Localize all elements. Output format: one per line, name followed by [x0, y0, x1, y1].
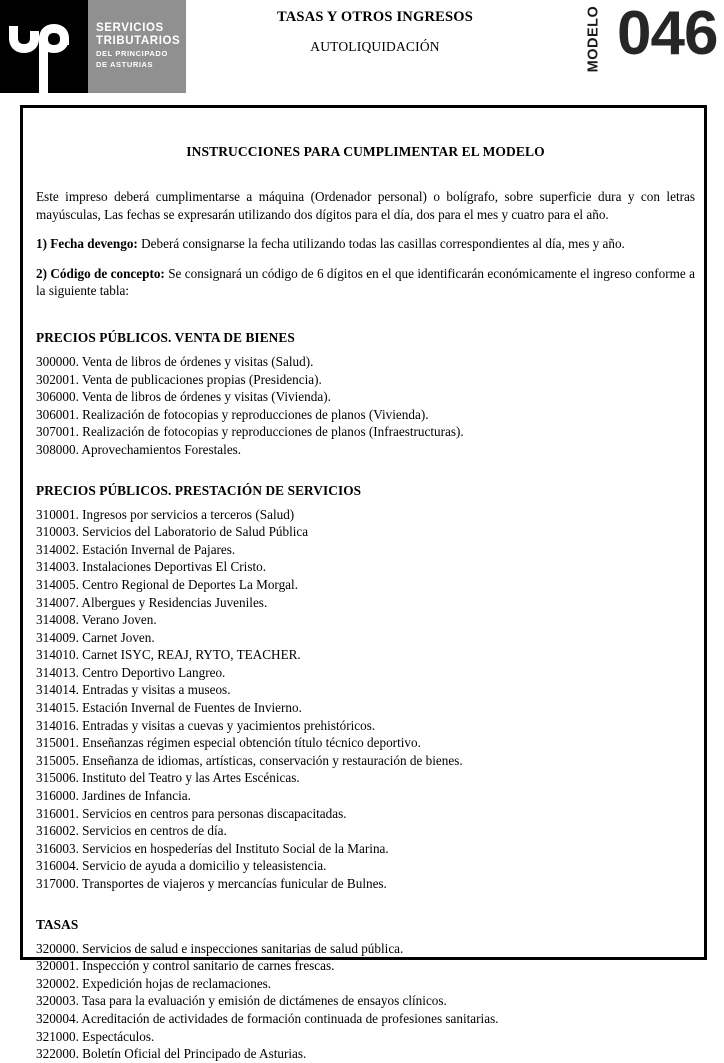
- document-header: [0, 0, 724, 95]
- code-list-item: 307001. Realización de fotocopias y reproducciones de planos (Infraestructuras).: [36, 424, 464, 440]
- instructions-content: [36, 108, 695, 1063]
- code-list: [36, 353, 695, 459]
- code-list-item: 314016. Entradas y visitas a cuevas y yacimientos prehistóricos.: [36, 717, 376, 733]
- code-list-item: 316003. Servicios en hospederías del Instituto Social de la Marina.: [36, 840, 389, 856]
- code-list-item: 308000. Aprovechamientos Forestales.: [36, 441, 242, 457]
- code-list-item: 320003. Tasa para la evaluación y emisión de dictámenes de ensayos clínicos.: [36, 993, 447, 1009]
- instruction-item-1: [36, 235, 695, 253]
- instruction-item-2-label: 2) Código de concepto:: [36, 265, 165, 281]
- code-list-item: 310001. Ingresos por servicios a terceros (Salud): [36, 506, 295, 522]
- code-list-item: 306001. Realización de fotocopias y reproducciones de planos (Vivienda).: [36, 406, 429, 422]
- modelo-label-text: MODELO: [584, 5, 601, 73]
- instruction-item-1-label: 1) Fecha devengo:: [36, 236, 138, 252]
- asturias-staff-icon: [8, 12, 80, 93]
- code-list-item: 320002. Expedición hojas de reclamaciones.: [36, 975, 272, 991]
- code-list-item: 320004. Acreditación de actividades de formación continuada de profesiones sanitarias.: [36, 1010, 499, 1026]
- section-heading: TASAS: [36, 916, 79, 932]
- header-title-primary: TASAS Y OTROS INGRESOS: [276, 9, 474, 25]
- code-list-item: 316002. Servicios en centros de día.: [36, 823, 227, 839]
- header-title-secondary: AUTOLIQUIDACIÓN: [310, 39, 440, 54]
- code-list-item: 314013. Centro Deportivo Langreo.: [36, 664, 226, 680]
- logo-text-panel: [88, 0, 186, 93]
- code-list-item: 316001. Servicios en centros para personas discapacitadas.: [36, 805, 347, 821]
- logo-line-servicios: SERVICIOS: [96, 22, 164, 34]
- code-list-item: 320001. Inspección y control sanitario de carnes frescas.: [36, 958, 335, 974]
- code-list-item: 300000. Venta de libros de órdenes y visitas (Salud).: [36, 353, 314, 369]
- logo-line-tributarios: TRIBUTARIOS: [96, 35, 181, 47]
- code-list-item: 317000. Transportes de viajeros y mercancías funicular de Bulnes.: [36, 876, 387, 891]
- code-list-item: 314008. Verano Joven.: [36, 612, 157, 628]
- instruction-item-2-text: Se consignará un código de 6 dígitos en el que identificarán económicamente el ingreso conforme a la siguiente tabla:: [36, 265, 695, 299]
- instruction-item-1-text: Deberá consignarse la fecha utilizando todas las casillas correspondientes al día, mes y año.: [137, 236, 625, 252]
- logo-line-principado: DEL PRINCIPADO: [96, 49, 168, 58]
- logo-line-asturias: DE ASTURIAS: [96, 60, 154, 69]
- code-list-item: 302001. Venta de publicaciones propias (Presidencia).: [36, 371, 322, 387]
- code-list-item: 316004. Servicio de ayuda a domicilio y teleasistencia.: [36, 858, 327, 874]
- code-list-item: 306000. Venta de libros de órdenes y visitas (Vivienda).: [36, 389, 331, 405]
- code-list: [36, 506, 695, 893]
- logo-mark: [0, 0, 88, 93]
- section-heading: PRECIOS PÚBLICOS. VENTA DE BIENES: [36, 329, 295, 345]
- code-list-item: 321000. Espectáculos.: [36, 1028, 155, 1044]
- code-list-item: 314009. Carnet Joven.: [36, 629, 155, 645]
- section-heading: PRECIOS PÚBLICOS. PRESTACIÓN DE SERVICIOS: [36, 482, 362, 498]
- code-list-item: 314015. Estación Invernal de Fuentes de Invierno.: [36, 700, 302, 716]
- code-list-item: 314005. Centro Regional de Deportes La Morgal.: [36, 576, 298, 592]
- code-list-item: 315005. Enseñanza de idiomas, artísticas, conservación y restauración de bienes.: [36, 752, 463, 768]
- code-list-item: 322000. Boletín Oficial del Principado de Asturias.: [36, 1046, 307, 1062]
- modelo-number: 046: [617, 0, 718, 68]
- code-list-item: 314010. Carnet ISYC, REAJ, RYTO, TEACHER.: [36, 647, 301, 663]
- code-list-item: 314002. Estación Invernal de Pajares.: [36, 541, 236, 557]
- code-list-item: 320000. Servicios de salud e inspecciones sanitarias de salud pública.: [36, 940, 404, 956]
- page-title: INSTRUCCIONES PARA CUMPLIMENTAR EL MODELO: [186, 144, 545, 159]
- code-list-item: 315001. Enseñanzas régimen especial obtención título técnico deportivo.: [36, 735, 421, 751]
- instruction-item-2: [36, 265, 695, 300]
- code-list-item: 314007. Albergues y Residencias Juveniles.: [36, 594, 268, 610]
- code-list-item: 314003. Instalaciones Deportivas El Cristo.: [36, 559, 267, 575]
- code-list-item: 315006. Instituto del Teatro y las Artes Escénicas.: [36, 770, 300, 786]
- code-list-item: 316000. Jardines de Infancia.: [36, 788, 191, 804]
- code-list-item: 310003. Servicios del Laboratorio de Salud Pública: [36, 524, 309, 540]
- intro-paragraph: Este impreso deberá cumplimentarse a máquina (Ordenador personal) o bolígrafo, sobre superficie dura y con letras mayúsculas, Las fechas se expresarán utilizando dos dígitos para el día, dos para el mes y cuatro para el año.: [36, 189, 695, 222]
- instructions-box: [20, 105, 707, 1062]
- code-list: [36, 940, 695, 1063]
- modelo-block: [555, 0, 720, 80]
- code-list-item: 314014. Entradas y visitas a museos.: [36, 682, 231, 698]
- header-title-block: [210, 0, 540, 55]
- code-sections: [36, 330, 695, 1063]
- logo: [0, 0, 186, 93]
